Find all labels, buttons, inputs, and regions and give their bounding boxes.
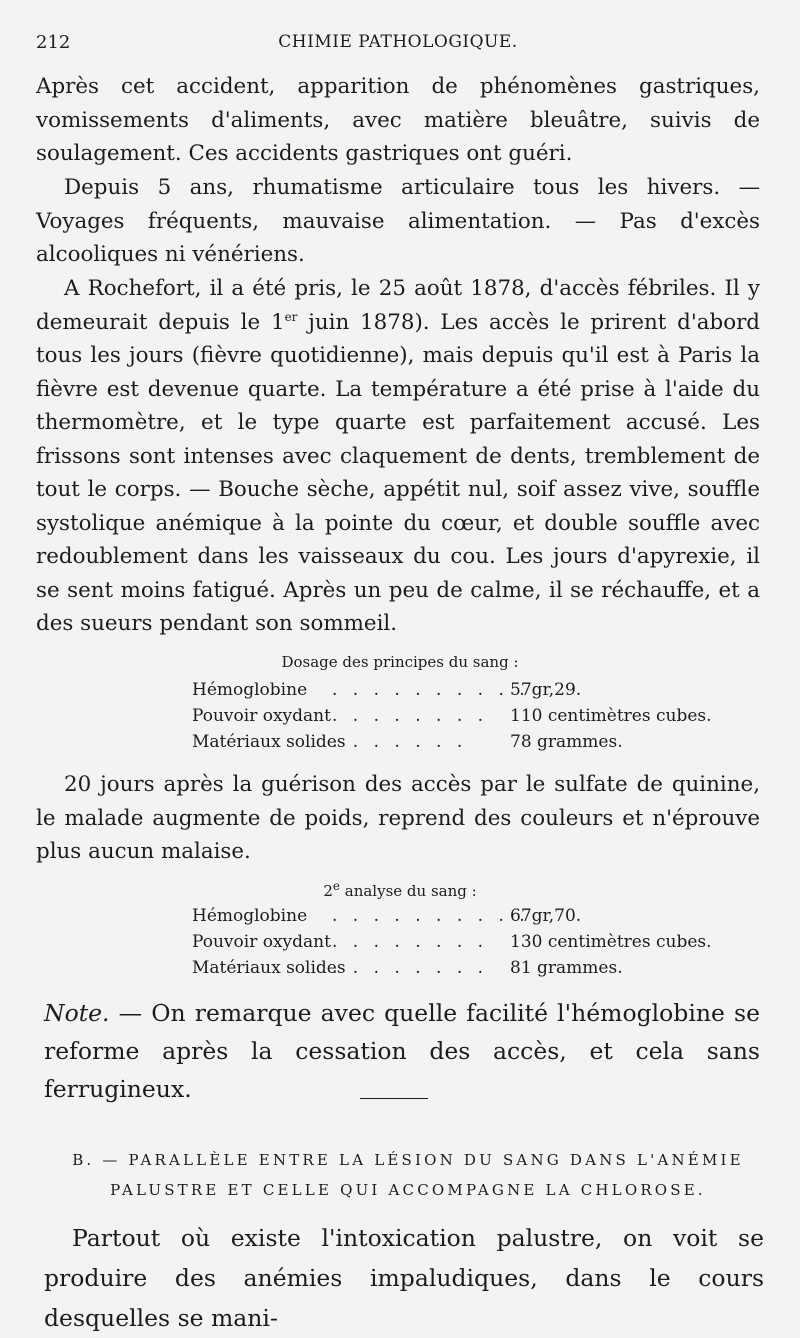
row-label: Matériaux solides <box>192 958 346 978</box>
caption-superscript: e <box>332 879 340 893</box>
caption-number: 2 <box>323 882 333 900</box>
row-leader: . . . . . . . . . . <box>332 906 530 926</box>
row-value: 110 centimètres cubes. <box>510 706 712 726</box>
caption-text: analyse du sang : <box>339 882 477 900</box>
row-leader: . . . . . . . . <box>332 932 489 952</box>
row-leader: . . . . . . . . <box>332 706 489 726</box>
note-text: — On remarque avec quelle facilité l'hémoglobine se reforme après la cessation des accès, et cela sans ferrugineux. <box>44 999 760 1103</box>
section-heading-line1: B. — PARALLÈLE ENTRE LA LÉSION DU SANG DANS L'ANÉMIE <box>72 1151 744 1169</box>
note-label: Note. <box>44 999 110 1027</box>
running-title: CHIMIE PATHOLOGIQUE. <box>278 32 518 52</box>
row-label: Pouvoir oxydant <box>192 932 331 952</box>
table-row <box>192 706 752 732</box>
page-number: 212 <box>36 32 71 53</box>
row-value: 57gr,29. <box>510 680 582 700</box>
table-row <box>192 906 752 932</box>
row-value: 67gr,70. <box>510 906 582 926</box>
row-label: Hémoglobine <box>192 680 308 700</box>
paragraph-rochefort-part1: A Rochefort, il a été pris, le 25 août 1878, d'accès fébriles. Il y demeurait depuis le 1 <box>36 276 760 335</box>
row-leader: . . . . . . . . <box>332 958 489 978</box>
section-divider <box>360 1098 428 1099</box>
running-head <box>36 32 760 60</box>
table-row <box>192 958 752 984</box>
second-analysis-caption <box>0 879 800 900</box>
paragraph-rheumatism: Depuis 5 ans, rhumatisme articulaire tous les hivers. — Voyages fréquents, mauvaise alimentation. — Pas d'excès alcooliques ni vénériens. <box>36 175 760 267</box>
ordinal-superscript: er <box>284 309 298 324</box>
row-leader: . . . . . . . <box>332 732 468 752</box>
row-leader: . . . . . . . . . . <box>332 680 530 700</box>
paragraph-gastric: Après cet accident, apparition de phénomènes gastriques, vomissements d'aliments, avec matière bleuâtre, suivis de soulagement. Ces accidents gastriques ont guéri. <box>36 74 760 166</box>
first-analysis-caption: Dosage des principes du sang : <box>281 653 519 671</box>
section-heading-line2: PALUSTRE ET CELLE QUI ACCOMPAGNE LA CHLOROSE. <box>110 1181 706 1199</box>
paragraph-recovery: 20 jours après la guérison des accès par le sulfate de quinine, le malade augmente de poids, reprend des couleurs et n'éprouve plus aucun malaise. <box>36 772 760 864</box>
paragraph-rochefort-part2: juin 1878). Les accès le prirent d'abord tous les jours (fièvre quotidienne), mais depuis qu'il est à Paris la fièvre est devenue quarte. La température a été prise à l'aide du thermomètre, et le type quarte est parfaitement accusé. Les frissons sont intenses avec claquement de dents, tremblement de tout le corps. — Bouche sèche, appétit nul, soif assez vive, souffle systolique anémique à la pointe du cœur, et double souffle avec redoublement dans les vaisseaux du cou. Les jours d'apyrexie, il se sent moins fatigué. Après un peu de calme, il se réchauffe, et a des sueurs pendant son sommeil. <box>36 309 760 636</box>
table-row <box>192 932 752 958</box>
row-label: Hémoglobine <box>192 906 308 926</box>
table-row <box>192 732 752 758</box>
note-paragraph <box>44 994 760 1108</box>
table-row <box>192 680 752 706</box>
row-value: 130 centimètres cubes. <box>510 932 712 952</box>
paragraph-rochefort <box>36 272 760 641</box>
paragraph-final: Partout où existe l'intoxication palustre, on voit se produire des anémies impaludiques, dans le cours desquelles se mani- <box>44 1224 764 1332</box>
row-value: 81 grammes. <box>510 958 623 978</box>
row-value: 78 grammes. <box>510 732 623 752</box>
row-label: Matériaux solides <box>192 732 346 752</box>
row-label: Pouvoir oxydant <box>192 706 331 726</box>
